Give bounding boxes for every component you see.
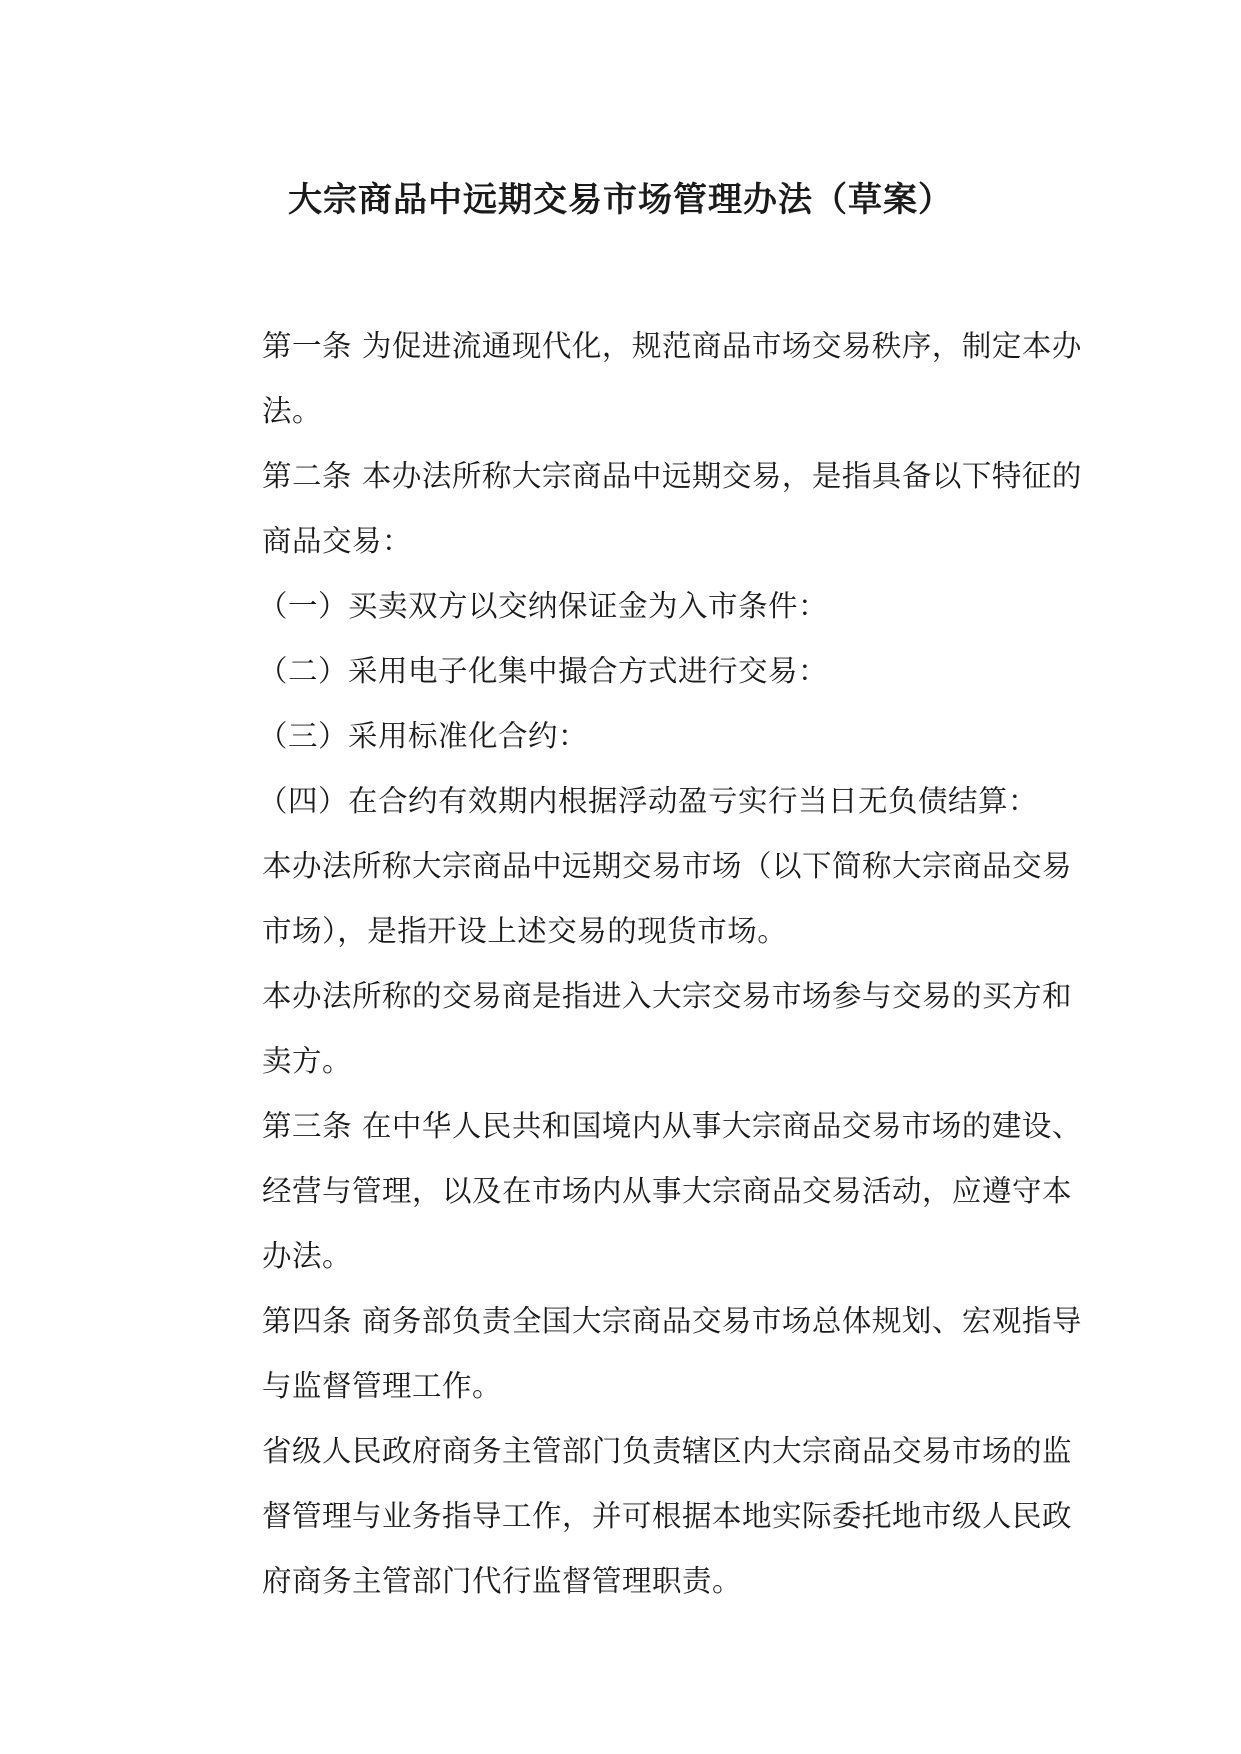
text-line-article-2: 第二条 本办法所称大宗商品中远期交易，是指具备以下特征的 — [262, 459, 1082, 493]
list-item-3: （三）采用标准化合约： — [258, 719, 589, 753]
text-line: 府商务主管部门代行监督管理职责。 — [262, 1564, 743, 1598]
text-line: 督管理与业务指导工作，并可根据本地实际委托地市级人民政 — [262, 1499, 1073, 1533]
list-item-4: （四）在合约有效期内根据浮动盈亏实行当日无负债结算： — [258, 784, 1039, 818]
text-line: 本办法所称的交易商是指进入大宗交易市场参与交易的买方和 — [262, 979, 1073, 1013]
text-line: 与监督管理工作。 — [262, 1369, 503, 1403]
text-line: 法。 — [262, 394, 323, 428]
text-line-article-4: 第四条 商务部负责全国大宗商品交易市场总体规划、宏观指导 — [262, 1304, 1082, 1338]
text-line: 卖方。 — [262, 1044, 353, 1078]
text-line: 商品交易： — [262, 524, 413, 558]
document-body — [258, 314, 1082, 1614]
text-line-article-3: 第三条 在中华人民共和国境内从事大宗商品交易市场的建设、 — [262, 1109, 1082, 1143]
text-line: 经营与管理，以及在市场内从事大宗商品交易活动，应遵守本 — [262, 1174, 1073, 1208]
document-title: 大宗商品中远期交易市场管理办法（草案） — [288, 180, 953, 220]
text-line-article-1: 第一条 为促进流通现代化，规范商品市场交易秩序，制定本办 — [262, 329, 1082, 363]
text-line: 本办法所称大宗商品中远期交易市场（以下简称大宗商品交易 — [262, 849, 1073, 883]
text-line: 市场），是指开设上述交易的现货市场。 — [262, 914, 788, 948]
text-line: 办法。 — [262, 1239, 353, 1273]
text-line: 省级人民政府商务主管部门负责辖区内大宗商品交易市场的监 — [262, 1434, 1073, 1468]
list-item-1: （一）买卖双方以交纳保证金为入市条件： — [258, 589, 829, 623]
list-item-2: （二）采用电子化集中撮合方式进行交易： — [258, 654, 829, 688]
